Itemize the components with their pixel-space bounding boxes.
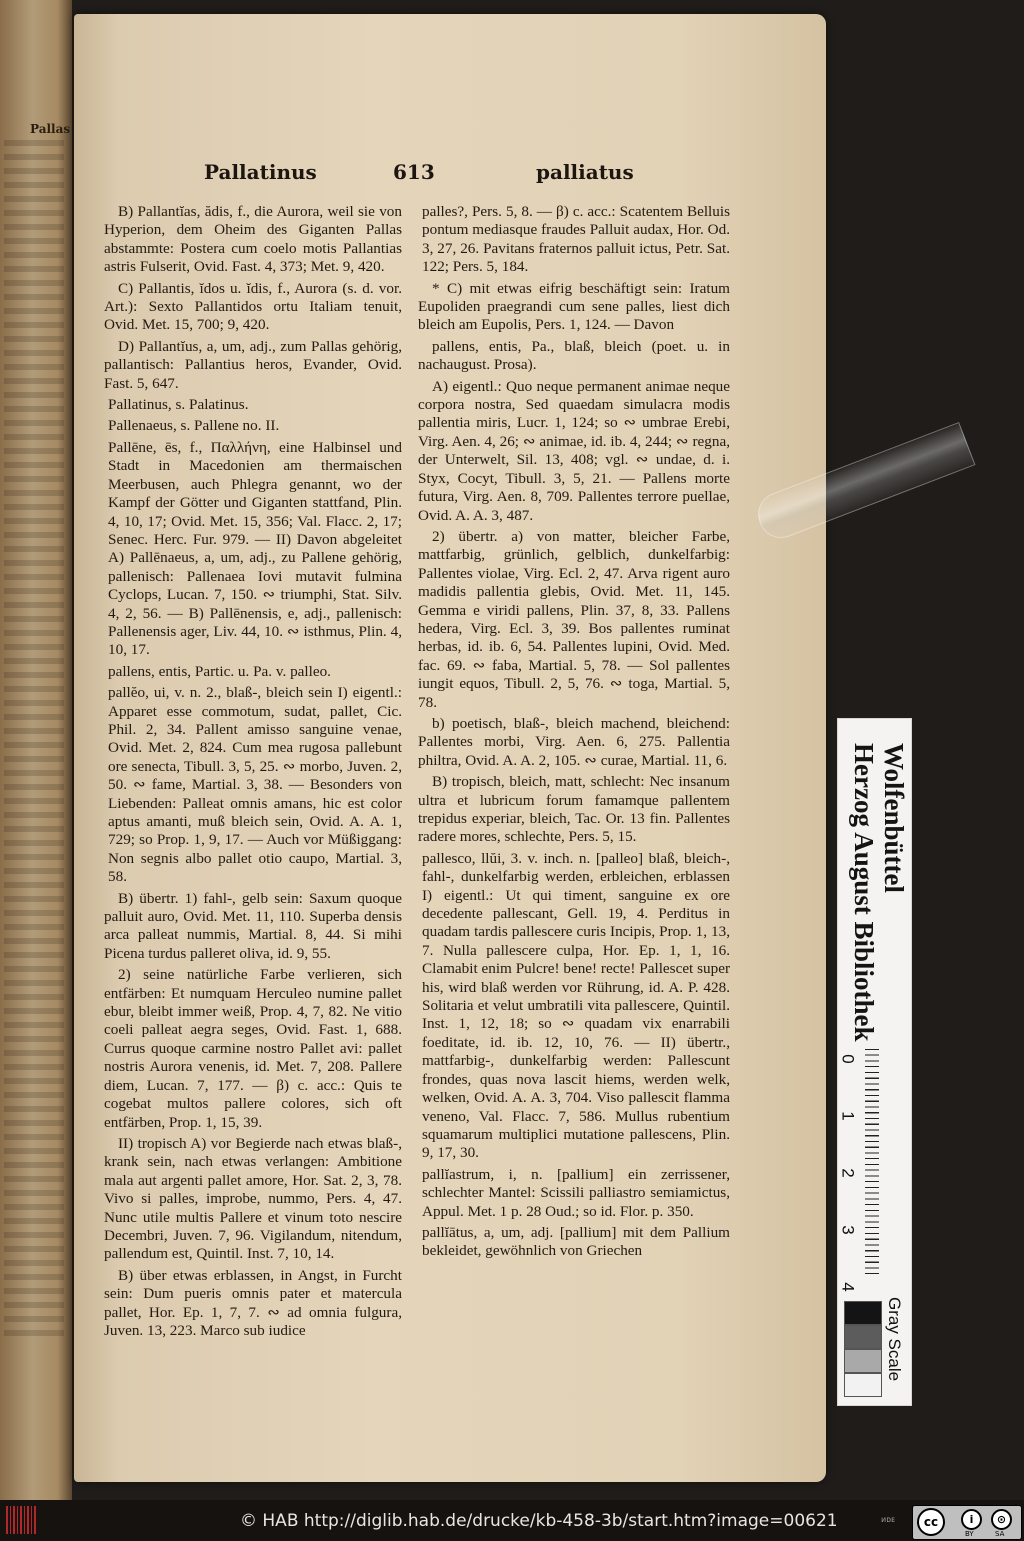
cc-license-badge[interactable] — [912, 1505, 1022, 1540]
by-attribution-icon: i — [961, 1509, 982, 1530]
sa-label: SA — [995, 1530, 1005, 1538]
previous-page-edge — [0, 0, 72, 1500]
running-header — [74, 150, 826, 190]
cc-icon: cc — [917, 1508, 945, 1536]
by-label: BY — [965, 1530, 974, 1538]
dictionary-entry: B) über etwas erblassen, in Angst, in Furcht sein: Dum pueris omnis pater et matercula pallet, Hor. Ep. 1, 7, 7. ∾ ad omnia fulgura, Juven. 13, 223. Marco sub iudice — [104, 1266, 402, 1339]
dictionary-entry: pallĭātus, a, um, adj. [pallium] mit dem Pallium bekleidet, gewöhnlich von Griechen — [422, 1223, 730, 1260]
dictionary-entry: A) eigentl.: Quo neque permanent animae neque corpora nostra, Sed quaedam simulacra modis pallentia miris, Lucr. 1, 124; so ∾ umbrae Erebi, Virg. Aen. 4, 26; ∾ animae, id. ib. 4, 244; ∾ regna, der Unterwelt, Sil. 13, 408; vgl. ∾ undae, d. i. Styx, Cocyt, Tibull. 3, 5, 21. — Pallens morte futura, Virg. Aen. 8, 709. Pallentes terrore puellae, Ovid. A. A. 3, 487. — [418, 377, 730, 524]
dictionary-entry: Pallenaeus, s. Pallene no. II. — [108, 417, 280, 435]
dictionary-entry: 2) übertr. a) von matter, bleicher Farbe, mattfarbig, grünlich, gelblich, dunkelfarbig: Pallentes violae, Virg. Ecl. 2, 47. Arva rigent auro madidis pallentia glebis, Ovid. Met. 11, 145. Gemma e viridi pallens, Plin. 37, 8, 33. Pallens hedera, Virg. Ecl. 3, 39. Bos pallentes ruminat herbas, id. ib. 6, 54. Pallentes lupini, Ovid. Med. fac. 69. ∾ faba, Martial. 5, 78. — Sol pallentes iungit equos, Tibull. 2, 5, 76. ∾ toga, Martial. 5, 78. — [418, 527, 730, 711]
library-title-line2: Wolfenbüttel — [879, 743, 909, 894]
dictionary-entry: B) tropisch, bleich, matt, schlecht: Nec insanum ultra et lubricum forum famamque pallentem trepidus experiar, bleich, Tac. Or. 13 fin. Pallentes radere mores, schlechte, Pers. 5, 15. — [418, 773, 730, 846]
dictionary-entry: D) Pallantĭus, a, um, adj., zum Pallas gehörig, pallantisch: Pallantius heros, Evander, Ovid. Fast. 5, 647. — [104, 337, 402, 392]
ruler-ticks — [865, 1049, 879, 1279]
dictionary-entry: 2) seine natürliche Farbe verlieren, sich entfärben: Et numquam Herculeo numine pallet ebur, bleibt immer weiß, Prop. 4, 7, 82. Ne vitio coeli palleat aegra seges, Ovid. Fast. 1, 688. Currus quoque carmine nostro Pallet avi: pallet nostris Aurora venenis, id. Met. 7, 208. Pallere diem, Lucan. 7, 177. — β) c. acc.: Quis te cogebat multos pallere colores, sich oft entfärben, Prop. 1, 15, 39. — [104, 966, 402, 1131]
copyright-url[interactable]: © HAB http://diglib.hab.de/drucke/kb-458-3b/start.htm?image=00621 — [240, 1511, 838, 1531]
dictionary-entry: Pallatinus, s. Palatinus. — [108, 396, 249, 414]
dictionary-entry: pallĕo, ui, v. n. 2., blaß-, bleich sein I) eigentl.: Apparet esse commotum, sudat, pallet, Cic. Phil. 2, 34. Pallent amisso sanguine venae, Ovid. Met. 2, 824. Cum mea rugosa pallebunt ore senecta, Tibull. 3, 5, 25. ∾ morbo, Juven. 2, 50. ∾ fame, Martial. 3, 38. — Besonders von Liebenden: Palleat omnis amans, hic est color aptus amanti, muß bleich sein, Ovid. A. A. 1, 729; so Prop. 1, 9, 17. — Auch vor Müßiggang: Non segnis albo pallet otio caupo, Martial. 3, 58. — [108, 684, 402, 886]
previous-page-text-ghost — [4, 140, 64, 1340]
ruler-number-1: 1 — [838, 1111, 858, 1121]
dictionary-entry: b) poetisch, blaß-, bleich machend, bleichend: Pallentes morbi, Virg. Aen. 6, 275. Pallentia philtra, Ovid. A. A. 2, 105. ∾ curae, Martial. 11, 6. — [418, 714, 730, 769]
left-column — [104, 203, 402, 1343]
dictionary-entry: * C) mit etwas eifrig beschäftigt sein: Iratum Eupoliden praegrandi cum sene palles, liest dich bleich am Eupolis, Pers. 1, 124. — Davon — [418, 279, 730, 334]
dictionary-entry: pallesco, llŭi, 3. v. inch. n. [palleo] blaß, bleich-, fahl-, dunkelfarbig werden, erbleichen, erblassen I) eigentl.: Ut qui timent, sanguine ex ore decedente pallescant, Gell. 19, 4. Perditus in quadam tardis pallescere curis Incipis, Prop. 1, 13, 7. Nulla pallescere culpa, Hor. Ep. 1, 1, 16. Clamabit enim Pulcre! bene! recte! Pallescet super his, wird blaß werden vor Rührung, id. A. P. 428. Solitaria et velut umbratili vita pallescere, Quintil. Inst. 1, 12, 18; so ∾ quadam vix enarrabili foeditate, id. ib. 12, 10, 76. — II) übertr., mattfarbig-, dunkelfarbig werden: Pallescunt frondes, quas nova lascit hiems, werden welk, welken, Ovid. A. A. 3, 704. Viso pallescit flamma veneno, Val. Flacc. 7, 586. Mullus rubentium squamarum multiplici mutatione pallescens, Plin. 9, 17, 30. — [422, 849, 730, 1162]
dictionary-entry: pallens, entis, Pa., blaß, bleich (poet. u. in nachaugust. Prosa). — [418, 337, 730, 374]
dictionary-entry: Pallēne, ēs, f., Παλλήνη, eine Halbinsel und Stadt in Macedonien am thermaischen Meerbusen, auch Phlegra genannt, wo der Kampf der Götter und Giganten stattfand, Plin. 4, 10, 17; Ovid. Met. 15, 356; Val. Flacc. 2, 17; Senec. Herc. Fur. 979. — II) Davon abgeleitet A) Pallēnaeus, a, um, adj., zu Pallene gehörig, pallenisch: Pallenaea Iovi mutavit fulmina Cyclops, Lucan. 7, 150. ∾ triumphi, Stat. Silv. 4, 2, 56. — B) Pallēnensis, e, adj., pallenisch: Pallenensis ager, Liv. 44, 10. ∾ isthmus, Plin. 4, 10, 17. — [108, 438, 402, 659]
footer-small-mark: ᴎᴅᴇ — [881, 1515, 895, 1524]
header-right-word: palliatus — [536, 160, 634, 184]
ruler-number-0: 0 — [838, 1054, 858, 1064]
dictionary-entry: II) tropisch A) vor Begierde nach etwas blaß-, krank sein, nach etwas verlangen: Ambitione mala aut argenti pallet amore, Hor. Sat. 2, 3, 78. Vivo si palles, improbe, nummo, Pers. 4, 47. Nunc utile multis Pallere et vinum toto nescire Decembri, Juven. 7, 96. Vigilandum, nitendum, pallendum est, Quintil. Inst. 7, 10, 14. — [104, 1134, 402, 1263]
library-title-line1: Herzog August Bibliothek — [849, 743, 879, 1042]
dictionary-entry: pallens, entis, Partic. u. Pa. v. palleo. — [108, 662, 331, 680]
page-number: 613 — [393, 160, 435, 184]
ruler-number-3: 3 — [838, 1225, 858, 1235]
dictionary-entry: B) Pallantĭas, ădis, f., die Aurora, weil sie von Hyperion, dem Oheim des Giganten Pallas abstammte: Postera cum coelo motis Pallantias astris Fulserit, Ovid. Fast. 4, 373; Met. 9, 420. — [104, 203, 402, 276]
right-column — [418, 203, 730, 1264]
dictionary-entry: C) Pallantis, ĭdos u. ĭdis, f., Aurora (s. d. vor. Art.): Sexto Pallantidos ortu Italiam tenuit, Ovid. Met. 15, 700; 9, 420. — [104, 279, 402, 334]
dictionary-entry: pallĭastrum, i, n. [pallium] ein zerrissener, schlechter Mantel: Scissili palliastro semiamictus, Appul. Met. 1 p. 28 Oud.; so id. Flor. p. 350. — [422, 1165, 730, 1220]
previous-page-word: Pallas — [30, 122, 71, 136]
ruler-number-4: 4 — [838, 1282, 858, 1292]
header-left-word: Pallatinus — [204, 160, 317, 184]
dictionary-entry: B) übertr. 1) fahl-, gelb sein: Saxum quoque palluit auro, Ovid. Met. 11, 110. Superba densis arca palleat nummis, Martial. 8, 44. Si mihi Picena turdus palleret oliva, id. 9, 55. — [104, 889, 402, 962]
share-alike-icon: ⊙ — [991, 1509, 1012, 1530]
hab-logo-icon — [6, 1506, 38, 1534]
library-label-card — [837, 718, 912, 1406]
gray-scale-label: Gray Scale — [885, 1297, 904, 1382]
ruler-number-2: 2 — [838, 1168, 858, 1178]
dictionary-entry: palles?, Pers. 5, 8. — β) c. acc.: Scatentem Belluis pontum mediasque fraudes Palluit audax, Hor. Od. 3, 27, 26. Pavitans fraternos palluit ictus, Petr. Sat. 122; Pers. 5, 184. — [422, 203, 730, 276]
scale-ruler — [838, 1049, 909, 1292]
